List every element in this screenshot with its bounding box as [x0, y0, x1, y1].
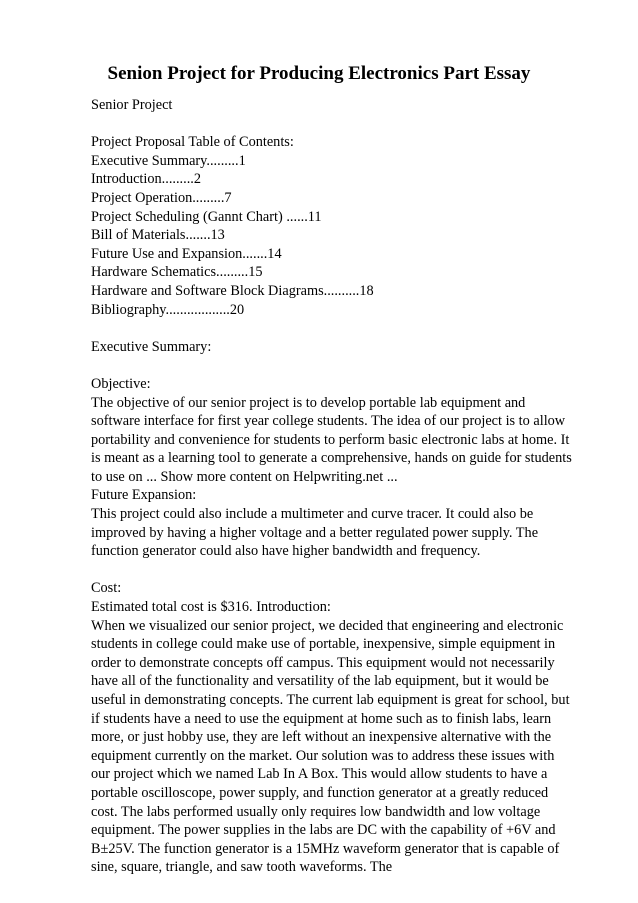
introduction-line: useful in demonstrating concepts. The current lab equipment is great for school, but — [91, 692, 570, 708]
introduction-line: more, or just hobby use, they are left without an inexpensive alternative with the — [91, 729, 552, 746]
toc-item: Executive Summary.........1 — [91, 152, 246, 169]
toc-item: Introduction.........2 — [91, 171, 201, 188]
executive-summary-heading: Executive Summary: — [91, 338, 212, 355]
paragraph-gap — [91, 115, 591, 134]
objective-line: to use on ... Show more content on Helpwriting.net ... — [91, 468, 398, 485]
objective-line: is meant as a learning tool to generate a comprehensive, hands on guide for students — [91, 450, 572, 467]
cost-heading: Cost: — [91, 580, 122, 597]
toc-item: Bibliography..................20 — [91, 301, 245, 318]
toc-item: Project Operation.........7 — [91, 189, 232, 206]
introduction-line: our project which we named Lab In A Box. This would allow students to have a — [91, 766, 548, 783]
paragraph-gap — [91, 356, 591, 375]
toc-item: Hardware Schematics.........15 — [91, 264, 263, 281]
introduction-line: have all of the functionality and versatility of the lab equipment, but it would be — [91, 673, 549, 690]
toc-item: Project Scheduling (Gannt Chart) ......11 — [91, 208, 322, 225]
introduction-line: if students have a need to use the equipment at home such as to finish labs, learn — [91, 710, 552, 727]
toc-item: Hardware and Software Block Diagrams..........18 — [91, 282, 374, 299]
toc-item: Bill of Materials.......13 — [91, 227, 225, 244]
future-expansion-heading: Future Expansion: — [91, 487, 197, 504]
toc-heading: Project Proposal Table of Contents: — [91, 134, 294, 151]
introduction-line: B±25V. The function generator is a 15MHz waveform generator that is capable of — [91, 840, 560, 857]
paragraph-gap — [91, 319, 591, 338]
introduction-line: cost. The labs performed usually only requires low bandwidth and low voltage — [91, 803, 541, 820]
future-expansion-line: improved by having a higher voltage and a better regulated power supply. The — [91, 524, 539, 541]
objective-line: software interface for first year college students. The idea of our project is to allow — [91, 413, 566, 430]
introduction-line: When we visualized our senior project, we decided that engineering and electronic — [91, 617, 564, 634]
objective-line: portability and convenience for students to perform basic electronic labs at home. It — [91, 431, 570, 448]
introduction-line: equipment. The power supplies in the labs are DC with the capability of +6V and — [91, 822, 556, 839]
future-expansion-line: This project could also include a multimeter and curve tracer. It could also be — [91, 506, 534, 523]
document-title: Senion Project for Producing Electronics Part Essay — [107, 63, 531, 84]
introduction-line: sine, square, triangle, and saw tooth waveforms. The — [91, 859, 393, 876]
introduction-line: equipment currently on the market. Our solution was to address these issues with — [91, 747, 555, 764]
paragraph-gap — [91, 561, 591, 580]
document-body — [91, 96, 591, 877]
objective-heading: Objective: — [91, 375, 151, 392]
cost-line: Estimated total cost is $316. Introduction: — [91, 599, 331, 616]
future-expansion-line: function generator could also have higher bandwidth and frequency. — [91, 543, 481, 560]
toc-item: Future Use and Expansion.......14 — [91, 245, 282, 262]
introduction-line: portable oscilloscope, power supply, and function generator at a greatly reduced — [91, 784, 549, 801]
introduction-line: students in college could make use of portable, inexpensive, simple equipment in — [91, 636, 556, 653]
objective-line: The objective of our senior project is to develop portable lab equipment and — [91, 394, 526, 411]
document-subtitle: Senior Project — [91, 97, 173, 113]
introduction-line: order to demonstrate concepts off campus. This equipment would not necessarily — [91, 654, 555, 671]
